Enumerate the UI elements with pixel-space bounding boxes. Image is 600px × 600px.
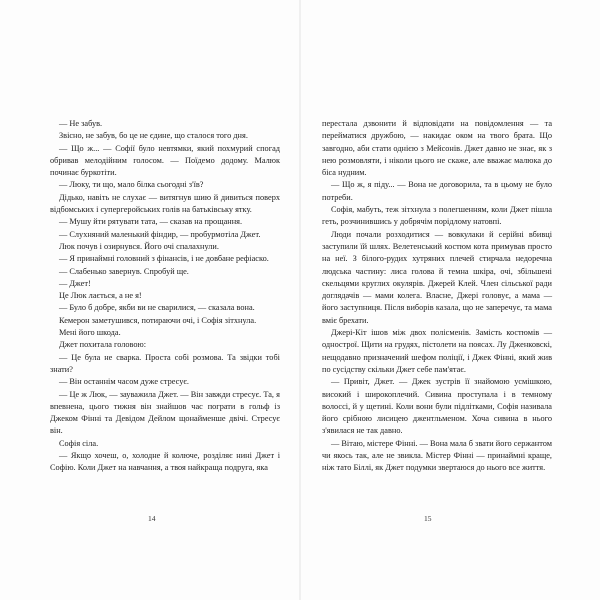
paragraph: — Це була не сварка. Проста собі розмова. Та звідки тобі знати?	[50, 352, 280, 374]
paragraph: Джері-Кіт ішов між двох полісменів. Замість костюмів — однострої. Щити на грудях, пістолети на поясах. Лу Дженковскі, нещодавно призначений шефом поліції, і Джек Фінні, який жив по сусідству скільки Джет себе пам'ятає.	[322, 328, 552, 374]
paragraph: Мені його шкода.	[59, 328, 121, 338]
paragraph: Люди почали розходитися — вовкулаки й серійні вбивці заступили їй шлях. Велетенський костюм кота примував просто на неї. З білого-рудих хутряних плечей стирчала недоречна людська частину: лиса голова й темна шкіра, очі, збільшені скельцями круглих окулярів. Джерей Клей. Член сільської ради доглядачів — мами колега. Власне, Джері головує, а мама — його заступниця. Після виборів казала, що не заперечує, та мама вміє брехати.	[322, 229, 552, 325]
paragraph: Кемерон заметушився, потираючи очі, і Софія зітхнула.	[59, 315, 257, 325]
left-page-text	[50, 118, 280, 475]
paragraph: — Джет!	[59, 278, 91, 288]
paragraph: — Люку, ти що, мало білка сьогодні з'їв?	[59, 180, 204, 190]
paragraph: Люк почув і озирнувся. Його очі спалахнули.	[59, 241, 219, 251]
paragraph: — Слабенько завернув. Спробуй ще.	[59, 266, 189, 276]
paragraph: — Привіт, Джет. — Джек зустрів її знайомою усмішкою, високий і широкоплечий. Сивина проступала і в темному волоссі, й у щетині. Коли вони були підлітками, Софія називала його срібною лисицею джентльменом. Хоча сивина в нього з'явилася не так давно.	[322, 377, 552, 436]
paragraph: — Мушу йти рятувати тата, — сказав на прощання.	[59, 217, 243, 227]
paragraph: Звісно, не забув, бо це не єдине, що сталося того дня.	[59, 131, 248, 141]
paragraph: — Що ж... — Софії було невтямки, який похмурий спогад обривав мелодійним голосом. — Поїдемо додому. Малюк починає буркотіти.	[50, 143, 280, 178]
left-page-number: 14	[148, 514, 156, 523]
paragraph: — Це ж Люк, — зауважила Джет. — Він завжди стресує. Та, я впевнена, цього тижня він знайшов час пограти в гольф із Джеком Фінні та Девідом Дейлом щонайменше двічі. Стресує він.	[50, 389, 280, 436]
paragraph: — Якщо хочеш, о, холодне й колюче, розділяє нині Джет і Софію. Коли Джет на навчання, а твоя найкраща подруга, яка	[50, 451, 280, 473]
paragraph: — Було б добре, якби ви не сварилися, — сказала вона.	[59, 303, 255, 313]
paragraph: — Я принаймні головний з фінансів, і не довбане рефіаско.	[59, 254, 269, 264]
right-page-text	[322, 118, 552, 475]
paragraph: перестала дзвонити й відповідати на повідомлення — та перейматися дружбою, — накидає оком на твого брата. Що завгодно, аби стати однією з Мейсонів. Джет давно не знає, як з нею розмовляти, і ніколи цього не скаже, але вважає малюка до біса нудним.	[322, 119, 552, 178]
paragraph: Це Люк лається, а не я!	[59, 291, 142, 301]
right-page-number: 15	[424, 514, 432, 523]
paragraph: — Що ж, я піду... — Вона не договорила, та в цьому не було потреби.	[322, 180, 552, 202]
paragraph: Джет похитала головою:	[59, 340, 147, 350]
paragraph: Дідько, навіть не слухає — витягнув шию й дивиться поверх відбомських і супергеройських голів на батьківську ятку.	[50, 192, 280, 215]
paragraph: — Не забув.	[59, 119, 103, 128]
paragraph: — Він останнім часом дуже стресує.	[59, 377, 189, 387]
paragraph: Софія, мабуть, теж зітхнула з полегшенням, коли Джет пішла геть, розчинившись у добрячім порідлому натовпі.	[322, 205, 552, 227]
paragraph: Софія сіла.	[59, 438, 99, 448]
paragraph: — Слухняний маленький фіндир, — пробурмотіла Джет.	[59, 229, 261, 239]
paragraph: — Вітаю, містере Фінні. — Вона мала б звати його сержантом чи якось так, але не звикла. Містер Фінні — принаймні краще, ніж тато Біллі, як Джет подумки звертаюся до нього все життя.	[322, 438, 552, 473]
book-gutter	[299, 0, 301, 600]
